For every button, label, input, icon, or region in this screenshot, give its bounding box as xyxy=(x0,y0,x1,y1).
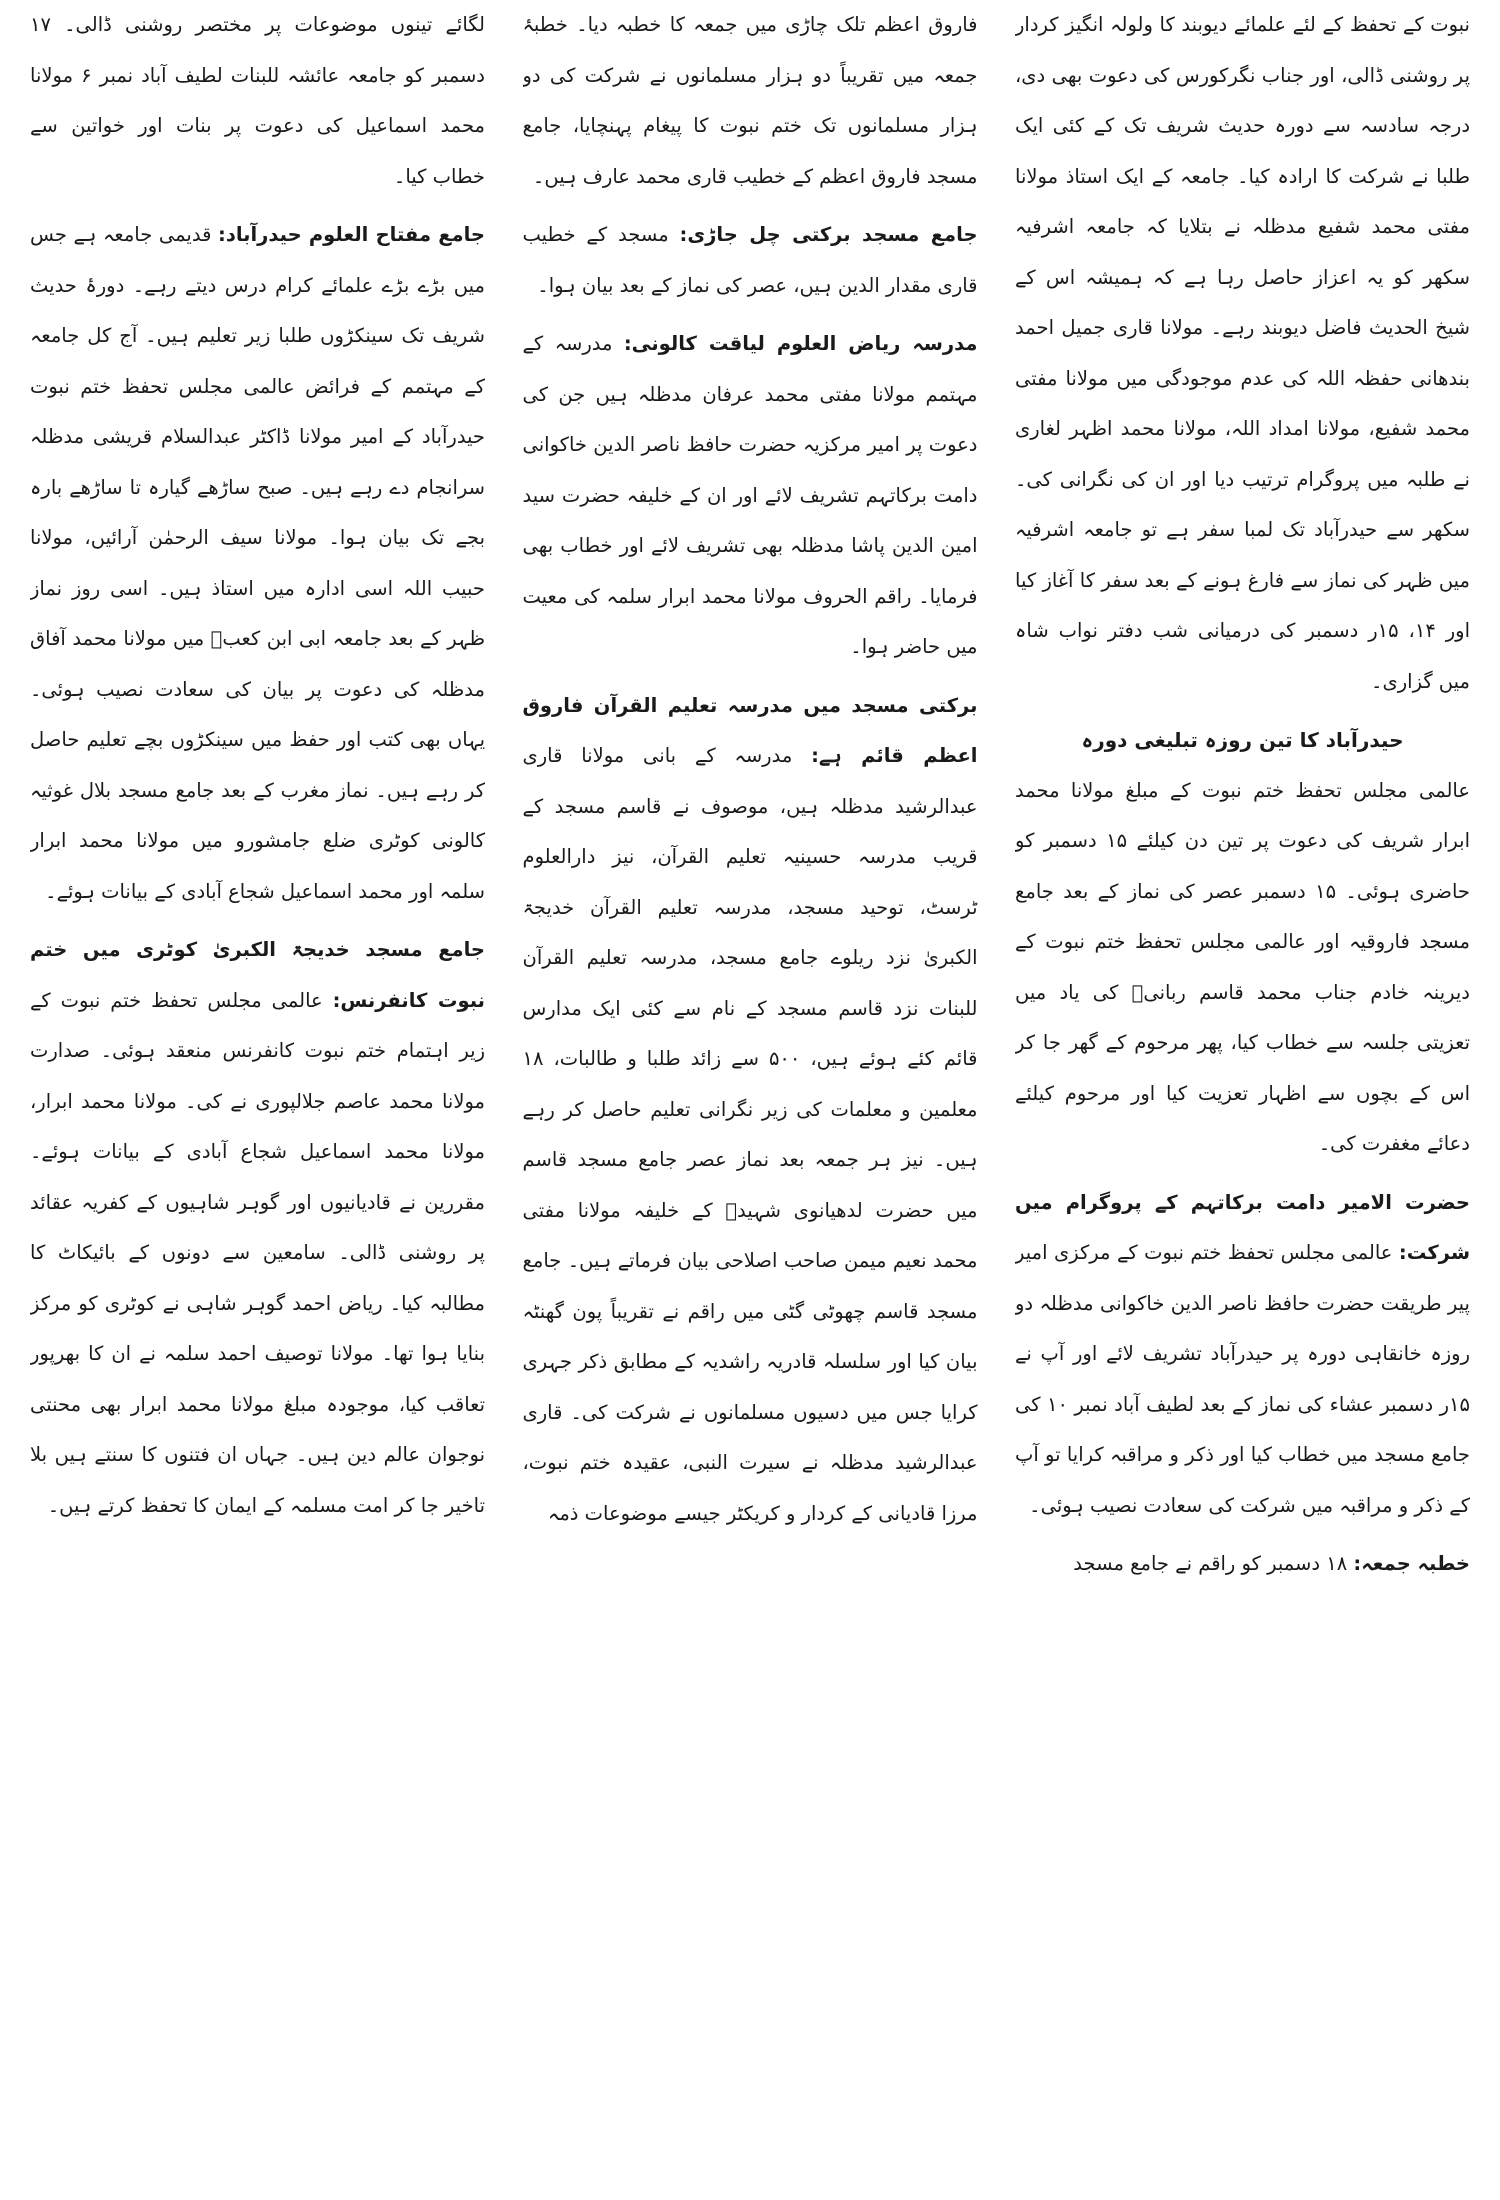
paragraph-text: ۱۸ دسمبر کو راقم نے جامع مسجد xyxy=(1073,1552,1348,1575)
paragraph: نبوت کے تحفظ کے لئے علمائے دیوبند کا ولولہ انگیز کردار پر روشنی ڈالی، اور جناب نگرکورس کی دعوت بھی دی، درجہ سادسہ سے دورہ حدیث شریف تک کے کئی ایک طلبا نے شرکت کا ارادہ کیا۔ جامعہ کے ایک استاذ مولانا مفتی محمد شفیع مدظلہ نے بتلایا کہ جامعہ اشرفیہ سکھر کو یہ اعزاز حاصل رہا ہے کہ ہمیشہ اس کے شیخ الحدیث فاضل دیوبند رہے۔ مولانا قاری جمیل احمد بندھانی حفظہ اللہ کی عدم موجودگی میں مولانا مفتی محمد شفیع، مولانا امداد اللہ، مولانا محمد اظہر لغاری نے طلبہ میں پروگرام ترتیب دیا اور ان کی نگرانی کی۔ سکھر سے حیدرآباد تک لمبا سفر ہے تو جامعہ اشرفیہ میں ظہر کی نماز سے فارغ ہونے کے بعد سفر کا آغاز کیا اور ۱۴، ۱۵ر دسمبر کی درمیانی شب دفتر نواب شاہ میں گزاری۔ xyxy=(1015,13,1470,693)
inline-heading: برکتی مسجد میں مدرسہ تعلیم القرآن فاروق اعظم قائم ہے: xyxy=(522,693,978,767)
inline-heading: جامع مسجد برکتی چل جاڑی: xyxy=(679,223,978,246)
paragraph-text: مدرسہ کے مہتمم مولانا مفتی محمد عرفان مدظلہ ہیں جن کی دعوت پر امیر مرکزیہ حضرت حافظ ناصر الدین خاکوانی دامت برکاتہم تشریف لائے اور ان کے خلیفہ حضرت سید امین الدین پاشا مدظلہ بھی تشریف لائے اور خطاب بھی فرمایا۔ راقم الحروف مولانا محمد ابرار سلمہ کی معیت میں حاضر ہوا۔ xyxy=(522,332,978,658)
column-left xyxy=(30,0,485,2200)
paragraph-text: عالمی مجلس تحفظ ختم نبوت کے زیر اہتمام ختم نبوت کانفرنس منعقد ہوئی۔ صدارت مولانا محمد عاصم جلالپوری نے کی۔ مولانا محمد ابرار، مولانا محمد اسماعیل شجاع آبادی کے بیانات ہوئے۔ مقررین نے قادیانیوں اور گوہر شاہیوں کے کفریہ عقائد پر روشنی ڈالی۔ سامعین سے دونوں کے بائیکاٹ کا مطالبہ کیا۔ ریاض احمد گوہر شاہی نے کوٹری کو مرکز بنایا ہوا تھا۔ مولانا توصیف احمد سلمہ نے ان کا بھرپور تعاقب کیا، موجودہ مبلغ مولانا محمد ابرار بھی محنتی نوجوان عالم دین ہیں۔ جہاں ان فتنوں کا سنتے ہیں بلا تاخیر جا کر امت مسلمہ کے ایمان کا تحفظ کرتے ہیں۔ xyxy=(30,988,485,1517)
paragraph-text: قدیمی جامعہ ہے جس میں بڑے بڑے علمائے کرام درس دیتے رہے۔ دورۂ حدیث شریف تک سینکڑوں طلبا زیر تعلیم ہیں۔ آج کل جامعہ کے مہتمم کے فرائض عالمی مجلس تحفظ ختم نبوت حیدرآباد کے امیر مولانا ڈاکٹر عبدالسلام قریشی مدظلہ سرانجام دے رہے ہیں۔ صبح ساڑھے گیارہ تا ساڑھے بارہ بجے تک بیان ہوا۔ مولانا سیف الرحمٰن آرائیں، مولانا حبیب اللہ اسی ادارہ میں استاذ ہیں۔ اسی روز نماز ظہر کے بعد جامعہ ابی ابن کعبؓ میں مولانا محمد آفاق مدظلہ کی دعوت پر بیان کی سعادت نصیب ہوئی۔ یہاں بھی کتب اور حفظ میں سینکڑوں بچے تعلیم حاصل کر رہے ہیں۔ نماز مغرب کے بعد جامع مسجد بلال غوثیہ کالونی کوٹری ضلع جامشورو میں مولانا محمد ابرار سلمہ اور محمد اسماعیل شجاع آبادی کے بیانات ہوئے۔ xyxy=(30,223,485,903)
inline-heading: حضرت الامیر دامت برکاتہم کے پروگرام میں شرکت: xyxy=(1015,1190,1470,1264)
column-right xyxy=(1015,0,1470,2200)
paragraph xyxy=(523,210,978,311)
paragraph xyxy=(523,319,978,673)
paragraph-text: مدرسہ کے بانی مولانا قاری عبدالرشید مدظلہ ہیں، موصوف نے قاسم مسجد کے قریب مدرسہ حسینیہ تعلیم القرآن، نیز دارالعلوم ٹرسٹ، توحید مسجد، مدرسہ تعلیم القرآن خدیجۃ الکبریٰ نزد ریلوے جامع مسجد، مدرسہ تعلیم القرآن للبنات نزد قاسم مسجد کے نام سے کئی ایک مدارس قائم کئے ہوئے ہیں، ۵۰۰ سے زائد طلبا و طالبات، ۱۸ معلمین و معلمات کی زیر نگرانی تعلیم حاصل کر رہے ہیں۔ نیز ہر جمعہ بعد نماز عصر جامع مسجد قاسم میں حضرت لدھیانوی شہیدؒ کے خلیفہ مولانا مفتی محمد نعیم میمن صاحب اصلاحی بیان فرماتے ہیں۔ جامع مسجد قاسم چھوٹی گٹی میں راقم نے تقریباً پون گھنٹہ بیان کیا اور سلسلہ قادریہ راشدیہ کے مطابق ذکر جہری کرایا جس میں دسیوں مسلمانوں نے شرکت کی۔ قاری عبدالرشید مدظلہ نے سیرت النبی، عقیدہ ختم نبوت، مرزا قادیانی کے کردار و کریکٹر جیسے موضوعات ذمہ xyxy=(522,744,978,1525)
section-heading: حیدرآباد کا تین روزہ تبلیغی دورہ xyxy=(1081,728,1404,752)
inline-heading: جامع مفتاح العلوم حیدرآباد: xyxy=(218,223,485,246)
paragraph xyxy=(30,210,485,917)
column-middle xyxy=(523,0,978,2200)
paragraph: فاروق اعظم تلک چاڑی میں جمعہ کا خطبہ دیا۔ خطبۂ جمعہ میں تقریباً دو ہزار مسلمانوں نے شرکت کی دو ہزار مسلمانوں تک ختم نبوت کا پیغام پہنچایا، جامع مسجد فاروق اعظم کے خطیب قاری محمد عارف ہیں۔ xyxy=(522,13,978,188)
paragraph-text: عالمی مجلس تحفظ ختم نبوت کے مرکزی امیر پیر طریقت حضرت حافظ ناصر الدین خاکوانی مدظلہ دو روزہ خانقاہی دورہ پر حیدرآباد تشریف لائے اور آپ نے ۱۵ر دسمبر عشاء کی نماز کے بعد لطیف آباد نمبر ۱۰ کی جامع مسجد میں خطاب کیا اور ذکر و مراقبہ کرایا تو آپ کے ذکر و مراقبہ میں شرکت کی سعادت نصیب ہوئی۔ xyxy=(1015,1241,1470,1517)
inline-heading: جامع مسجد خدیجۃ الکبریٰ کوٹری میں ختم نبوت کانفرنس: xyxy=(30,938,485,1012)
inline-heading: مدرسہ ریاض العلوم لیاقت کالونی: xyxy=(623,332,978,355)
paragraph: لگائے تینوں موضوعات پر مختصر روشنی ڈالی۔ ۱۷ دسمبر کو جامعہ عائشہ للبنات لطیف آباد نمبر ۶ مولانا محمد اسماعیل کی دعوت پر بنات اور خواتین سے خطاب کیا۔ xyxy=(30,13,485,188)
paragraph xyxy=(523,681,978,1540)
paragraph xyxy=(30,925,485,1531)
paragraph: عالمی مجلس تحفظ ختم نبوت کے مبلغ مولانا محمد ابرار شریف کی دعوت پر تین دن کیلئے ۱۵ دسمبر کو حاضری ہوئی۔ ۱۵ دسمبر عصر کی نماز کے بعد جامع مسجد فاروقیہ اور عالمی مجلس تحفظ ختم نبوت کے دیرینہ خادم جناب محمد قاسم ربانیؒ کی یاد میں تعزیتی جلسہ سے خطاب کیا، پھر مرحوم کے گھر جا کر اس کے بچوں سے اظہار تعزیت کیا اور مرحوم کیلئے دعائے مغفرت کی۔ xyxy=(1015,778,1470,1155)
paragraph-text: مسجد کے خطیب قاری مقدار الدین ہیں، عصر کی نماز کے بعد بیان ہوا۔ xyxy=(522,223,978,297)
inline-heading: خطبہ جمعہ: xyxy=(1353,1552,1470,1575)
paragraph xyxy=(1015,1539,1470,1590)
paragraph xyxy=(1015,1178,1470,1532)
